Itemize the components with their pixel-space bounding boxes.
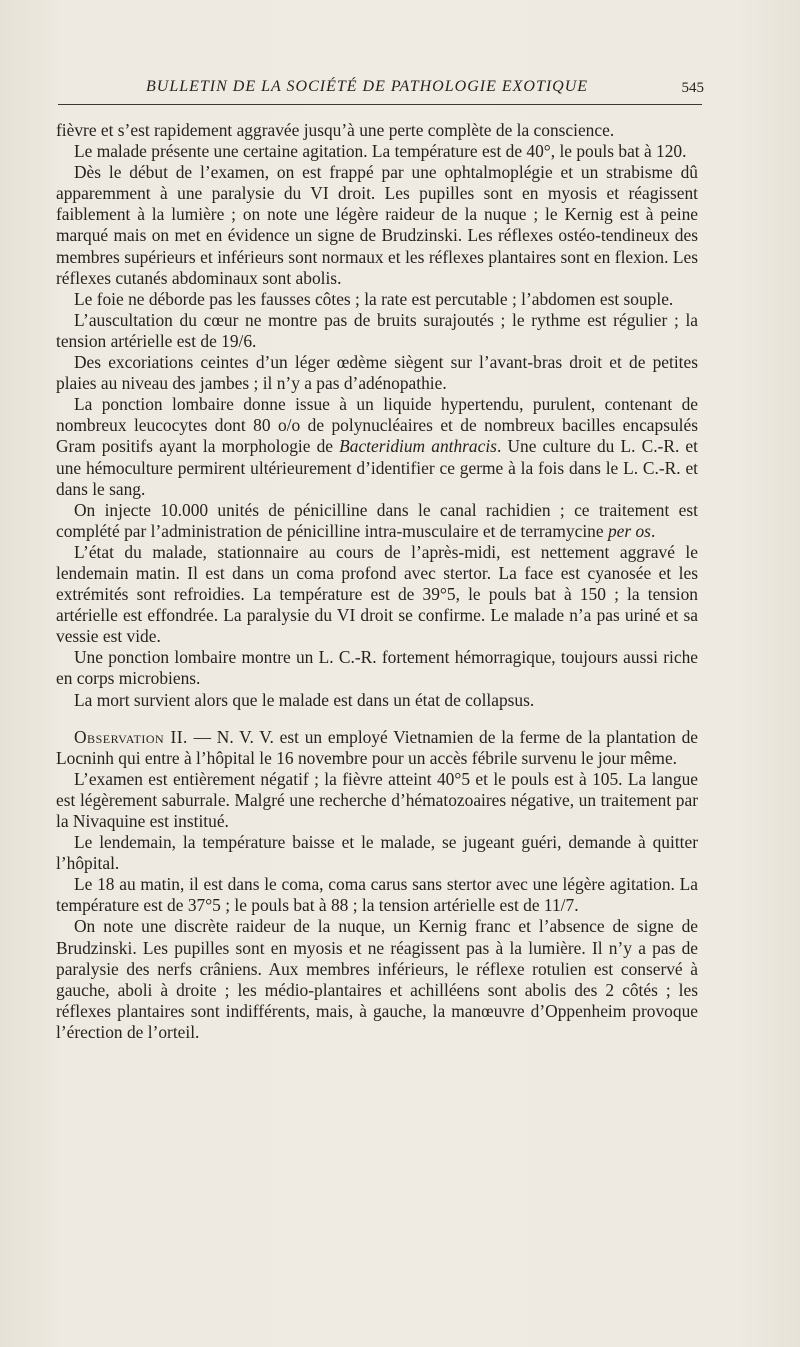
paragraph	[56, 394, 698, 499]
paragraph: L’examen est entièrement négatif ; la fièvre atteint 40°5 et le pouls est à 105. La langue est légèrement saburrale. Malgré une recherche d’hématozoaires négative, un traitement par la Nivaquine est institué.	[56, 768, 698, 831]
observation-label: Observation II.	[74, 726, 188, 747]
paragraph	[56, 500, 698, 542]
paragraph: La mort survient alors que le malade est dans un état de collapsus.	[74, 689, 535, 710]
paragraph-text: — N. V. V. est un employé Vietnamien de la ferme de la plantation de Locninh qui entre à l’hôpital le 16 novembre pour un accès fébrile survenu le jour même.	[56, 726, 698, 768]
species-name: Bacteridium anthracis	[339, 436, 497, 457]
observation-heading-paragraph	[56, 727, 698, 769]
header-rule	[58, 104, 702, 105]
paragraph: Une ponction lombaire montre un L. C.-R. fortement hémorragique, toujours aussi riche en corps microbiens.	[56, 647, 698, 689]
latin-term: per os	[607, 520, 651, 541]
paragraph: Le malade présente une certaine agitation. La température est de 40°, le pouls bat à 120.	[74, 141, 687, 162]
paragraph: fièvre et s’est rapidement aggravée jusqu’à une perte complète de la conscience.	[56, 120, 615, 140]
journal-title: BULLETIN DE LA SOCIÉTÉ DE PATHOLOGIE EXOTIQUE	[146, 78, 589, 95]
running-header	[52, 78, 704, 100]
paragraph: L’auscultation du cœur ne montre pas de bruits surajoutés ; le rythme est régulier ; la tension artérielle est de 19/6.	[56, 309, 698, 351]
paragraph: On note une discrète raideur de la nuque, un Kernig franc et l’absence de signe de Brudzinski. Les pupilles sont en myosis et ne réagissent pas à la lumière. Il n’y a pas de paralysie des nerfs crâniens. Aux membres inférieurs, le réflexe rotulien est conservé à gauche, aboli à droite ; les médio-plantaires et achilléens sont abolis des 2 côtés ; les réflexes plantaires sont indifférents, mais, à gauche, la manœuvre d’Oppenheim provoque l’érection de l’orteil.	[56, 916, 698, 1042]
paragraph: L’état du malade, stationnaire au cours de l’après-midi, est nettement aggravé le lendemain matin. Il est dans un coma profond avec stertor. La face est cyanosée et les extrémités sont refroidies. La température est de 39°5, le pouls bat à 150 ; la tension artérielle est effondrée. La paralysie du VI droit se confirme. Le malade n’a pas uriné et sa vessie est vide.	[56, 541, 698, 647]
page-number: 545	[681, 80, 704, 96]
paragraph: Des excoriations ceintes d’un léger œdème siègent sur l’avant-bras droit et de petites plaies au niveau des jambes ; il n’y a pas d’adénopathie.	[56, 352, 698, 394]
body-text	[56, 120, 698, 1043]
paragraph-text: La ponction lombaire donne issue à un liquide hypertendu, purulent, contenant de nombreux leucocytes dont 80 o/o de polynucléaires et de nombreux bacilles encapsulés Gram positifs ayant la morphologie de	[56, 394, 698, 457]
paragraph-text: . Une culture du L. C.-R. et une hémoculture permirent ultérieurement d’identifier ce germe à la fois dans le L. C.-R. et dans le sang.	[56, 436, 698, 499]
paragraph: Le foie ne déborde pas les fausses côtes ; la rate est percutable ; l’abdomen est souple.	[74, 288, 674, 309]
paragraph: Dès le début de l’examen, on est frappé par une ophtalmoplégie et un strabisme dû apparemment à une paralysie du VI droit. Les pupilles sont en myosis et réagissent faiblement à la lumière ; on note une légère raideur de la nuque ; le Kernig est à peine marqué mais on met en évidence un signe de Brudzinski. Les réflexes ostéo-tendineux des membres supérieurs et inférieurs sont normaux et les réflexes plantaires sont en flexion. Les réflexes cutanés abdominaux sont abolis.	[56, 162, 698, 288]
paragraph: Le lendemain, la température baisse et le malade, se jugeant guéri, demande à quitter l’hôpital.	[56, 832, 698, 874]
paragraph-text: .	[650, 520, 656, 541]
paragraph-text: On injecte 10.000 unités de pénicilline dans le canal rachidien ; ce traitement est complété par l’administration de pénicilline intra-musculaire et de terramycine	[56, 499, 698, 541]
paragraph: Le 18 au matin, il est dans le coma, coma carus sans stertor avec une légère agitation. La température est de 37°5 ; le pouls bat à 88 ; la tension artérielle est de 11/7.	[56, 874, 698, 916]
